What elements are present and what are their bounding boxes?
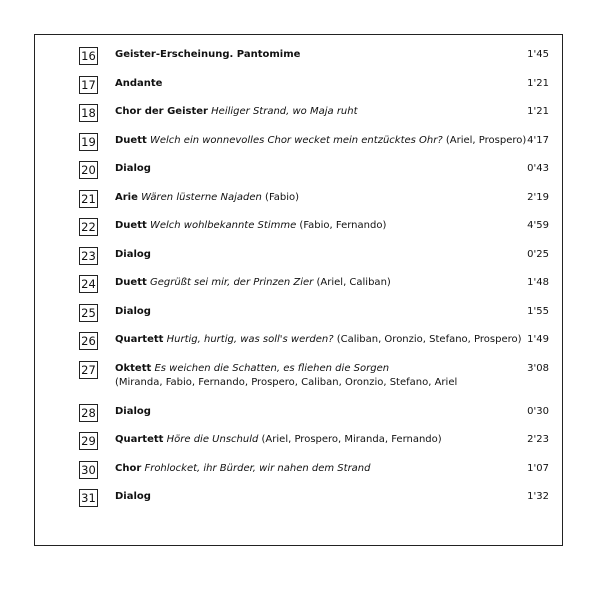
track-text	[115, 405, 151, 419]
track-roles: (Fabio)	[265, 192, 300, 203]
track-incipit: Wären lüsterne Najaden	[141, 192, 262, 203]
track-title: Dialog	[115, 306, 151, 317]
track-number: 28	[79, 404, 98, 422]
track-roles: (Ariel, Prospero)	[445, 135, 527, 146]
track-row	[35, 275, 562, 295]
track-duration: 4'17	[527, 135, 549, 146]
track-row	[35, 461, 562, 481]
track-number: 29	[79, 432, 98, 450]
track-incipit: Es weichen die Schatten, es fliehen die Sorgen	[154, 363, 390, 374]
track-text	[115, 48, 300, 62]
track-number: 19	[79, 133, 98, 151]
track-row	[35, 47, 562, 67]
track-duration: 1'55	[527, 306, 549, 317]
track-incipit: Hurtig, hurtig, was soll's werden?	[166, 334, 334, 345]
track-number: 25	[79, 304, 98, 322]
track-duration: 1'21	[527, 78, 549, 89]
track-title: Geister-Erscheinung. Pantomime	[115, 49, 301, 60]
track-title: Chor der Geister	[115, 106, 208, 117]
track-text	[115, 105, 358, 119]
track-text	[115, 134, 526, 148]
track-duration: 1'45	[527, 49, 549, 60]
track-text	[115, 191, 299, 205]
track-row	[35, 247, 562, 267]
track-number: 20	[79, 161, 98, 179]
track-title: Duett	[115, 277, 147, 288]
track-row	[35, 489, 562, 509]
track-incipit: Heiliger Strand, wo Maja ruht	[211, 106, 358, 117]
track-text	[115, 162, 151, 176]
track-incipit: Welch wohlbekannte Stimme	[149, 220, 297, 231]
track-text	[115, 333, 522, 347]
track-roles: (Fabio, Fernando)	[299, 220, 387, 231]
track-number: 23	[79, 247, 98, 265]
track-incipit: Frohlocket, ihr Bürder, wir nahen dem Strand	[144, 463, 371, 474]
track-number: 22	[79, 218, 98, 236]
track-title: Dialog	[115, 491, 151, 502]
track-duration: 0'30	[527, 406, 549, 417]
track-duration: 3'08	[527, 363, 549, 374]
track-duration: 2'19	[527, 192, 549, 203]
track-row	[35, 332, 562, 352]
track-duration: 0'25	[527, 249, 549, 260]
track-incipit: Höre die Unschuld	[166, 434, 259, 445]
track-row	[35, 304, 562, 324]
track-number: 24	[79, 275, 98, 293]
track-duration: 2'23	[527, 434, 549, 445]
track-text	[115, 305, 151, 319]
track-title: Chor	[115, 463, 142, 474]
track-text	[115, 462, 371, 476]
track-number: 30	[79, 461, 98, 479]
track-row	[35, 218, 562, 238]
track-row	[35, 76, 562, 96]
track-row	[35, 190, 562, 210]
track-row	[35, 104, 562, 124]
track-title: Quartett	[115, 434, 164, 445]
track-duration: 1'21	[527, 106, 549, 117]
track-text	[115, 276, 391, 290]
track-title: Andante	[115, 78, 163, 89]
track-duration: 1'07	[527, 463, 549, 474]
track-roles: (Ariel, Prospero, Miranda, Fernando)	[261, 434, 442, 445]
track-text	[115, 433, 442, 447]
tracklist-frame	[34, 34, 563, 546]
track-number: 27	[79, 361, 98, 379]
track-text	[115, 77, 162, 91]
track-row	[35, 361, 562, 395]
track-incipit: Welch ein wonnevolles Chor wecket mein entzücktes Ohr?	[149, 135, 443, 146]
track-duration: 1'32	[527, 491, 549, 502]
track-number: 18	[79, 104, 98, 122]
track-title: Dialog	[115, 163, 151, 174]
track-title: Oktett	[115, 363, 152, 374]
track-number: 26	[79, 332, 98, 350]
track-title: Arie	[115, 192, 138, 203]
track-row	[35, 161, 562, 181]
track-row	[35, 404, 562, 424]
track-text	[115, 248, 151, 262]
track-title: Dialog	[115, 406, 151, 417]
track-title: Quartett	[115, 334, 164, 345]
track-title: Dialog	[115, 249, 151, 260]
track-number: 17	[79, 76, 98, 94]
track-text	[115, 219, 386, 233]
track-roles: (Miranda, Fabio, Fernando, Prospero, Caliban, Oronzio, Stefano, Ariel	[115, 377, 458, 388]
track-title: Duett	[115, 220, 147, 231]
track-duration: 0'43	[527, 163, 549, 174]
track-incipit: Gegrüßt sei mir, der Prinzen Zier	[149, 277, 314, 288]
track-duration: 4'59	[527, 220, 549, 231]
track-number: 21	[79, 190, 98, 208]
track-duration: 1'49	[527, 334, 549, 345]
track-roles: (Caliban, Oronzio, Stefano, Prospero)	[336, 334, 522, 345]
track-text	[115, 362, 457, 390]
track-number: 16	[79, 47, 98, 65]
track-number: 31	[79, 489, 98, 507]
track-row	[35, 133, 562, 153]
track-roles: (Ariel, Caliban)	[316, 277, 391, 288]
track-title: Duett	[115, 135, 147, 146]
track-duration: 1'48	[527, 277, 549, 288]
track-row	[35, 432, 562, 452]
track-text	[115, 490, 151, 504]
